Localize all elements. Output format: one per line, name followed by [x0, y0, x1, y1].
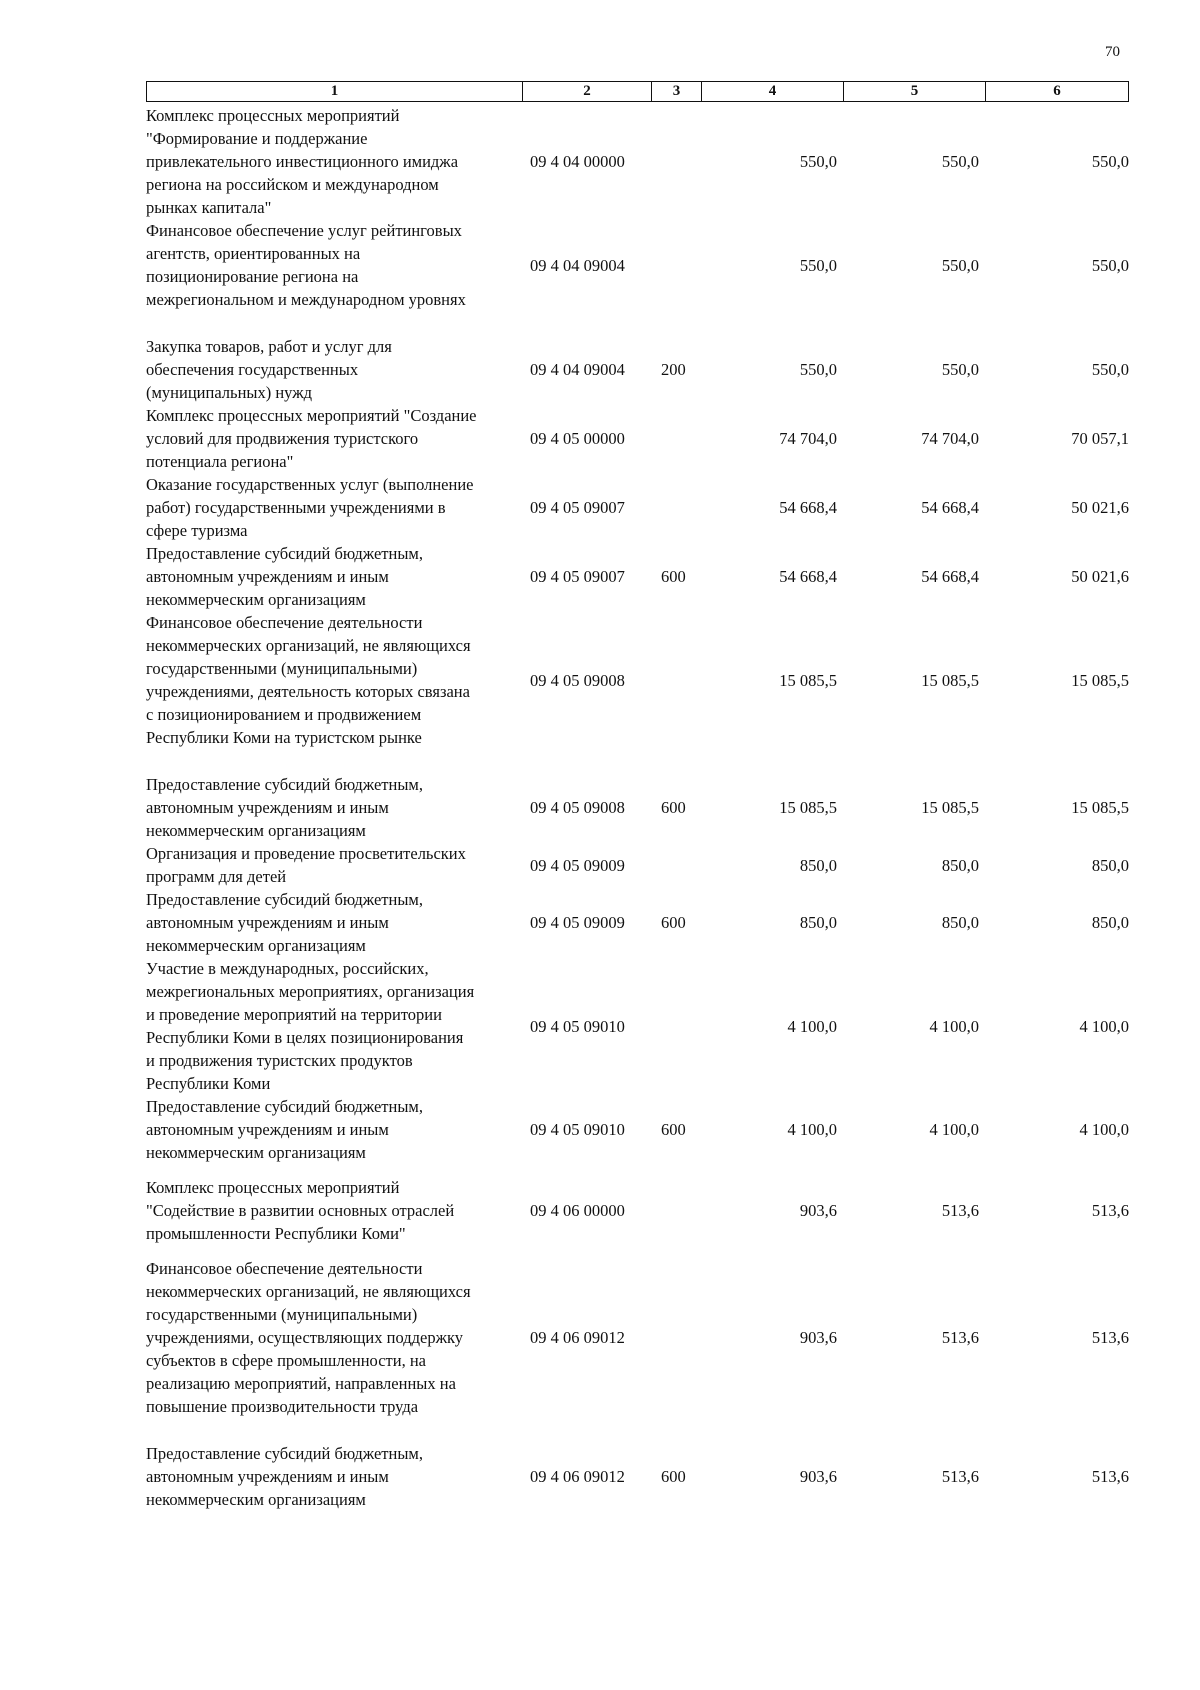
- row-value-col5: 513,6: [941, 1201, 979, 1220]
- row-name-line: государственными (муниципальными): [146, 1305, 418, 1324]
- row-name-line: межрегиональном и международном уровнях: [146, 290, 466, 309]
- row-value-col5: 513,6: [941, 1467, 979, 1486]
- row-name-line: Оказание государственных услуг (выполнение: [146, 475, 474, 494]
- row-code: 09 4 04 00000: [530, 152, 625, 171]
- row-value-col5: 4 100,0: [929, 1120, 979, 1139]
- row-name-line: и продвижения туристских продуктов: [146, 1051, 413, 1070]
- row-name: [146, 611, 522, 749]
- row-name-line: "Содействие в развитии основных отраслей: [146, 1201, 455, 1220]
- row-value-col4: 15 085,5: [779, 798, 837, 817]
- row-name: [146, 404, 522, 473]
- row-code: 09 4 04 09004: [530, 255, 625, 275]
- row-value-col5: 550,0: [941, 152, 979, 171]
- row-value-col5: 850,0: [941, 913, 979, 932]
- row-name-line: субъектов в сфере промышленности, на: [146, 1351, 426, 1370]
- table-row: [146, 957, 1129, 1095]
- row-name: [146, 1257, 522, 1418]
- row-name-line: Комплекс процессных мероприятий: [146, 1178, 400, 1197]
- row-code: 09 4 06 09012: [530, 1467, 625, 1486]
- row-name-line: Финансовое обеспечение деятельности: [146, 1259, 423, 1278]
- row-name-line: программ для детей: [146, 867, 287, 886]
- row-value-col4: 850,0: [799, 913, 837, 932]
- row-name: [146, 773, 522, 842]
- row-code: 09 4 05 09007: [530, 567, 625, 586]
- table-header: [146, 81, 1129, 102]
- row-name-line: Республики Коми в целях позиционирования: [146, 1028, 464, 1047]
- row-name-line: рынках капитала": [146, 198, 272, 217]
- row-name-line: Комплекс процессных мероприятий "Создание: [146, 406, 477, 425]
- row-name-line: Финансовое обеспечение услуг рейтинговых: [146, 221, 462, 240]
- row-expense-type: 600: [661, 567, 686, 586]
- row-expense-type: 600: [661, 1467, 686, 1486]
- row-value-col6: 513,6: [1091, 1328, 1129, 1347]
- row-expense-type: 600: [661, 913, 686, 932]
- row-value-col4: 15 085,5: [779, 670, 837, 690]
- table-row: [146, 104, 1129, 219]
- row-value-col6: 50 021,6: [1071, 498, 1129, 517]
- row-name-line: автономным учреждениям и иным: [146, 798, 389, 817]
- header-col-2: 2: [523, 82, 652, 101]
- row-expense-type: 200: [661, 360, 686, 379]
- row-code: 09 4 05 00000: [530, 429, 625, 448]
- row-name-line: сфере туризма: [146, 521, 248, 540]
- row-value-col4: 550,0: [799, 360, 837, 379]
- page-number: 70: [1105, 44, 1120, 60]
- table-body: [146, 104, 1129, 1511]
- row-value-col6: 550,0: [1091, 255, 1129, 275]
- table-row: [146, 542, 1129, 611]
- row-name-line: Участие в международных, российских,: [146, 959, 429, 978]
- row-name-line: привлекательного инвестиционного имиджа: [146, 152, 459, 171]
- row-name: [146, 888, 522, 957]
- row-name-line: Предоставление субсидий бюджетным,: [146, 1444, 423, 1463]
- row-code: 09 4 05 09010: [530, 1120, 625, 1139]
- row-value-col4: 74 704,0: [779, 429, 837, 448]
- table-row: [146, 842, 1129, 888]
- table-row: [146, 888, 1129, 957]
- row-name-line: потенциала региона": [146, 452, 294, 471]
- row-name-line: повышение производительности труда: [146, 1397, 419, 1416]
- row-value-col4: 54 668,4: [779, 567, 837, 586]
- row-name-line: некоммерческим организациям: [146, 936, 366, 955]
- row-value-col5: 4 100,0: [929, 1016, 979, 1036]
- header-col-5: 5: [844, 82, 986, 101]
- row-name-line: Организация и проведение просветительских: [146, 844, 466, 863]
- row-name-line: и проведение мероприятий на территории: [146, 1005, 442, 1024]
- row-code: 09 4 05 09007: [530, 498, 625, 517]
- row-name-line: Финансовое обеспечение деятельности: [146, 613, 423, 632]
- table-row: [146, 773, 1129, 842]
- row-code: 09 4 05 09009: [530, 913, 625, 932]
- row-name-line: позиционирование региона на: [146, 267, 359, 286]
- row-code: 09 4 04 09004: [530, 360, 625, 379]
- row-name-line: некоммерческим организациям: [146, 590, 366, 609]
- row-value-col6: 850,0: [1091, 913, 1129, 932]
- row-value-col6: 513,6: [1091, 1201, 1129, 1220]
- row-name-line: учреждениями, деятельность которых связана: [146, 682, 470, 701]
- row-name-line: некоммерческим организациям: [146, 821, 366, 840]
- row-value-col5: 513,6: [941, 1328, 979, 1347]
- header-col-1: 1: [147, 82, 523, 101]
- row-value-col6: 50 021,6: [1071, 567, 1129, 586]
- row-value-col5: 54 668,4: [921, 498, 979, 517]
- row-value-col4: 550,0: [799, 152, 837, 171]
- table-row: [146, 404, 1129, 473]
- row-value-col5: 15 085,5: [921, 798, 979, 817]
- row-value-col4: 903,6: [799, 1467, 837, 1486]
- table-row: [146, 1257, 1129, 1418]
- row-name-line: Республики Коми на туристском рынке: [146, 728, 422, 747]
- row-name-line: автономным учреждениям и иным: [146, 913, 389, 932]
- table-row: [146, 1095, 1129, 1164]
- row-name: [146, 842, 522, 888]
- row-value-col6: 550,0: [1091, 152, 1129, 171]
- header-col-4: 4: [702, 82, 844, 101]
- row-code: 09 4 05 09008: [530, 670, 625, 690]
- row-name-line: региона на российском и международном: [146, 175, 439, 194]
- row-name: [146, 1176, 522, 1245]
- row-name-line: некоммерческих организаций, не являющихся: [146, 636, 471, 655]
- row-name-line: реализацию мероприятий, направленных на: [146, 1374, 456, 1393]
- row-expense-type: 600: [661, 1120, 686, 1139]
- row-name-line: Республики Коми: [146, 1074, 271, 1093]
- row-value-col4: 903,6: [799, 1201, 837, 1220]
- row-name-line: некоммерческих организаций, не являющихся: [146, 1282, 471, 1301]
- row-name-line: Предоставление субсидий бюджетным,: [146, 544, 423, 563]
- row-name: [146, 219, 522, 311]
- row-name-line: Предоставление субсидий бюджетным,: [146, 775, 423, 794]
- row-value-col5: 850,0: [941, 855, 979, 875]
- row-value-col6: 513,6: [1091, 1467, 1129, 1486]
- row-value-col4: 850,0: [799, 855, 837, 875]
- row-name-line: межрегиональных мероприятиях, организация: [146, 982, 475, 1001]
- header-col-6: 6: [1053, 83, 1061, 99]
- row-code: 09 4 06 00000: [530, 1201, 625, 1220]
- row-value-col4: 4 100,0: [787, 1120, 837, 1139]
- header-col-3: 3: [652, 82, 702, 101]
- row-name-line: агентств, ориентированных на: [146, 244, 361, 263]
- row-value-col5: 15 085,5: [921, 670, 979, 690]
- row-name-line: учреждениями, осуществляющих поддержку: [146, 1328, 464, 1347]
- row-code: 09 4 05 09008: [530, 798, 625, 817]
- row-value-col4: 550,0: [799, 255, 837, 275]
- row-name: [146, 1442, 522, 1511]
- row-name: [146, 542, 522, 611]
- row-name-line: промышленности Республики Коми": [146, 1224, 406, 1243]
- row-name: [146, 1095, 522, 1164]
- row-name: [146, 957, 522, 1095]
- row-value-col6: 15 085,5: [1071, 670, 1129, 690]
- row-name-line: обеспечения государственных: [146, 360, 359, 379]
- row-name-line: с позиционированием и продвижением: [146, 705, 422, 724]
- row-name-line: государственными (муниципальными): [146, 659, 418, 678]
- row-value-col5: 550,0: [941, 255, 979, 275]
- table-row: [146, 611, 1129, 749]
- row-value-col6: 850,0: [1091, 855, 1129, 875]
- table-row: [146, 1442, 1129, 1511]
- table-row: [146, 219, 1129, 311]
- row-code: 09 4 05 09009: [530, 855, 625, 875]
- row-name-line: некоммерческим организациям: [146, 1490, 366, 1509]
- row-value-col6: 4 100,0: [1079, 1016, 1129, 1036]
- row-value-col5: 550,0: [941, 360, 979, 379]
- row-name-line: Закупка товаров, работ и услуг для: [146, 337, 392, 356]
- row-name: [146, 335, 522, 404]
- row-code: 09 4 05 09010: [530, 1016, 625, 1036]
- row-name-line: работ) государственными учреждениями в: [146, 498, 446, 517]
- row-expense-type: 600: [661, 798, 686, 817]
- row-name: [146, 473, 522, 542]
- row-value-col4: 54 668,4: [779, 498, 837, 517]
- row-name-line: автономным учреждениям и иным: [146, 1467, 389, 1486]
- row-name-line: Комплекс процессных мероприятий: [146, 106, 400, 125]
- row-name-line: Предоставление субсидий бюджетным,: [146, 1097, 423, 1116]
- row-name-line: некоммерческим организациям: [146, 1143, 366, 1162]
- row-name-line: "Формирование и поддержание: [146, 129, 368, 148]
- row-name-line: автономным учреждениям и иным: [146, 567, 389, 586]
- table-row: [146, 1176, 1129, 1245]
- row-value-col5: 74 704,0: [921, 429, 979, 448]
- row-value-col6: 70 057,1: [1071, 429, 1129, 448]
- table-row: [146, 335, 1129, 404]
- table-row: [146, 473, 1129, 542]
- row-name-line: Предоставление субсидий бюджетным,: [146, 890, 423, 909]
- row-name: [146, 104, 522, 219]
- row-value-col6: 15 085,5: [1071, 798, 1129, 817]
- row-name-line: условий для продвижения туристского: [146, 429, 419, 448]
- row-name-line: автономным учреждениям и иным: [146, 1120, 389, 1139]
- row-value-col4: 903,6: [799, 1328, 837, 1347]
- row-value-col5: 54 668,4: [921, 567, 979, 586]
- row-code: 09 4 06 09012: [530, 1328, 625, 1347]
- row-name-line: (муниципальных) нужд: [146, 383, 313, 402]
- row-value-col4: 4 100,0: [787, 1016, 837, 1036]
- row-value-col6: 550,0: [1091, 360, 1129, 379]
- row-value-col6: 4 100,0: [1079, 1120, 1129, 1139]
